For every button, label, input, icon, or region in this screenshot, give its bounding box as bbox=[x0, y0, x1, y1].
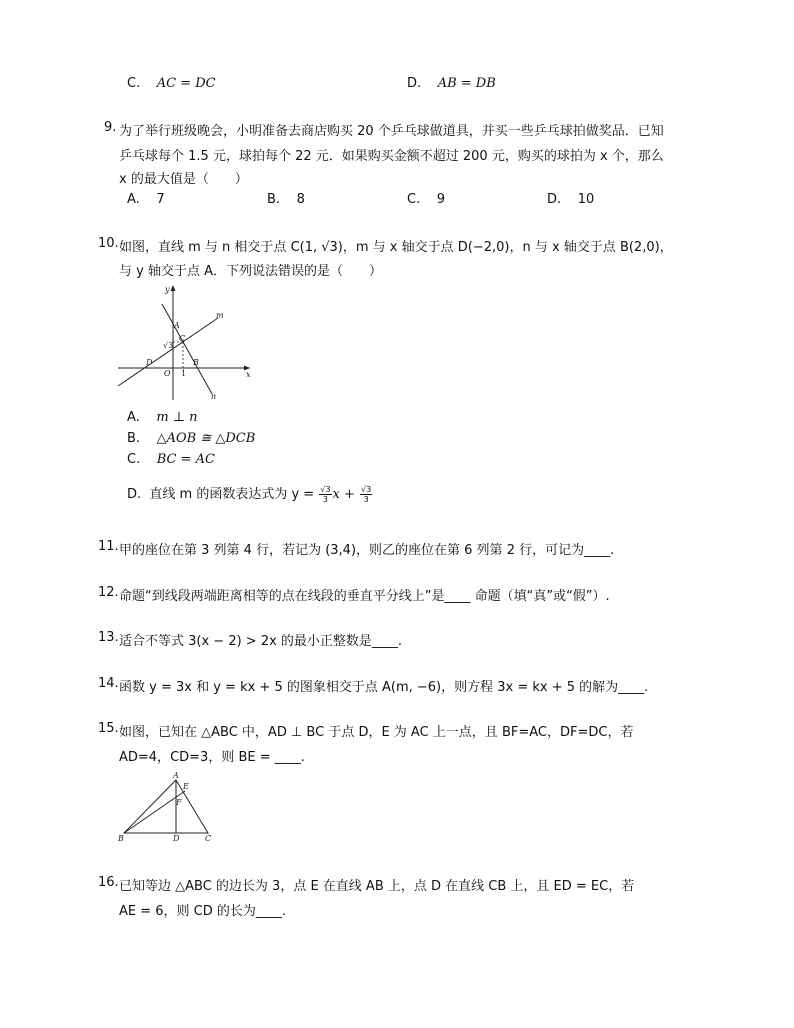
label-d: D bbox=[146, 358, 153, 367]
q11-text: 甲的座位在第 3 列第 4 行，若记为 (3,4)，则乙的座位在第 6 列第 2 行，可记为____. bbox=[119, 543, 615, 558]
q9-option-a: A. 7 bbox=[127, 192, 165, 207]
label-one: 1 bbox=[181, 369, 187, 378]
label-y: y bbox=[165, 285, 170, 294]
q9-line-1: 为了举行班级晚会，小明准备去商店购买 20 个乒乓球做道具，并买一些乒乓球拍做奖品．已知 bbox=[119, 124, 664, 139]
label-c: C bbox=[179, 334, 186, 343]
label-e: E bbox=[183, 782, 189, 791]
q10-number: 10. bbox=[98, 236, 119, 251]
q8-option-d: D. AB = DB bbox=[407, 76, 496, 91]
q10-option-c: C. BC = AC bbox=[127, 452, 215, 467]
q9-line-3: x 的最大值是（ ） bbox=[119, 172, 248, 187]
q12-text: 命题“到线段两端距离相等的点在线段的垂直平分线上”是____ 命题（填“真”或“假”）. bbox=[119, 589, 610, 604]
q15-number: 15. bbox=[98, 721, 119, 736]
q9-option-c: C. 9 bbox=[407, 192, 446, 207]
label-d: D bbox=[173, 834, 180, 843]
label-a: A bbox=[174, 321, 180, 330]
label-x: x bbox=[246, 370, 251, 379]
q13-number: 13. bbox=[98, 630, 119, 645]
label-f: F bbox=[176, 798, 182, 807]
q12-number: 12. bbox=[98, 585, 119, 600]
label-m: m bbox=[216, 311, 224, 320]
label-b: B bbox=[118, 834, 124, 843]
q16-number: 16. bbox=[98, 875, 119, 890]
q13-text: 适合不等式 3(x − 2) > 2x 的最小正整数是____. bbox=[119, 634, 403, 649]
q10-line-1: 如图，直线 m 与 n 相交于点 C(1, √3)，m 与 x 轴交于点 D(−2,0)，n 与 x 轴交于点 B(2,0)， bbox=[119, 240, 673, 255]
q9-number: 9. bbox=[104, 120, 117, 135]
q9-option-d: D. 10 bbox=[547, 192, 595, 207]
q8-option-c: C. AC = DC bbox=[127, 76, 216, 91]
q10-option-d: D. 直线 m 的函数表达式为 y = $\frac{√3}{3}$ x + $\frac{√3}{3}$ bbox=[127, 485, 372, 504]
q10-option-a: A. m ⊥ n bbox=[127, 410, 198, 425]
triangle-abc bbox=[124, 780, 208, 833]
label-a: A bbox=[173, 771, 179, 780]
fraction-1: $\frac{√3}{3}$ bbox=[320, 485, 331, 504]
q9-option-b: B. 8 bbox=[267, 192, 305, 207]
y-axis-arrow bbox=[171, 285, 176, 291]
q16-line-2: AE = 6，则 CD 的长为____. bbox=[119, 904, 287, 919]
q10-line-2: 与 y 轴交于点 A．下列说法错误的是（ ） bbox=[119, 264, 382, 279]
label-b: B bbox=[193, 358, 199, 367]
q10-figure bbox=[116, 282, 256, 402]
label-c: C bbox=[205, 834, 212, 843]
fraction-2: $\frac{√3}{3}$ bbox=[361, 485, 372, 504]
q10-option-b: B. △AOB ≅ △DCB bbox=[127, 431, 256, 446]
label-sqrt3: √3 bbox=[163, 341, 174, 350]
label-n: n bbox=[211, 392, 217, 401]
q14-number: 14. bbox=[98, 676, 119, 691]
q15-line-1: 如图，已知在 △ABC 中，AD ⊥ BC 于点 D，E 为 AC 上一点，且 BF=AC，DF=DC，若 bbox=[119, 725, 634, 740]
q16-line-1: 已知等边 △ABC 的边长为 3，点 E 在直线 AB 上，点 D 在直线 CB 上，且 ED = EC，若 bbox=[119, 879, 635, 894]
label-o: O bbox=[164, 369, 171, 378]
q15-figure bbox=[116, 770, 216, 844]
q9-line-2: 乒乓球每个 1.5 元，球拍每个 22 元．如果购买金额不超过 200 元，购买的球拍为 x 个，那么 bbox=[119, 149, 664, 164]
q15-line-2: AD=4，CD=3，则 BE = ____. bbox=[119, 750, 305, 765]
q11-number: 11. bbox=[98, 539, 119, 554]
q14-text: 函数 y = 3x 和 y = kx + 5 的图象相交于点 A(m, −6)，则方程 3x = kx + 5 的解为____. bbox=[119, 680, 649, 695]
